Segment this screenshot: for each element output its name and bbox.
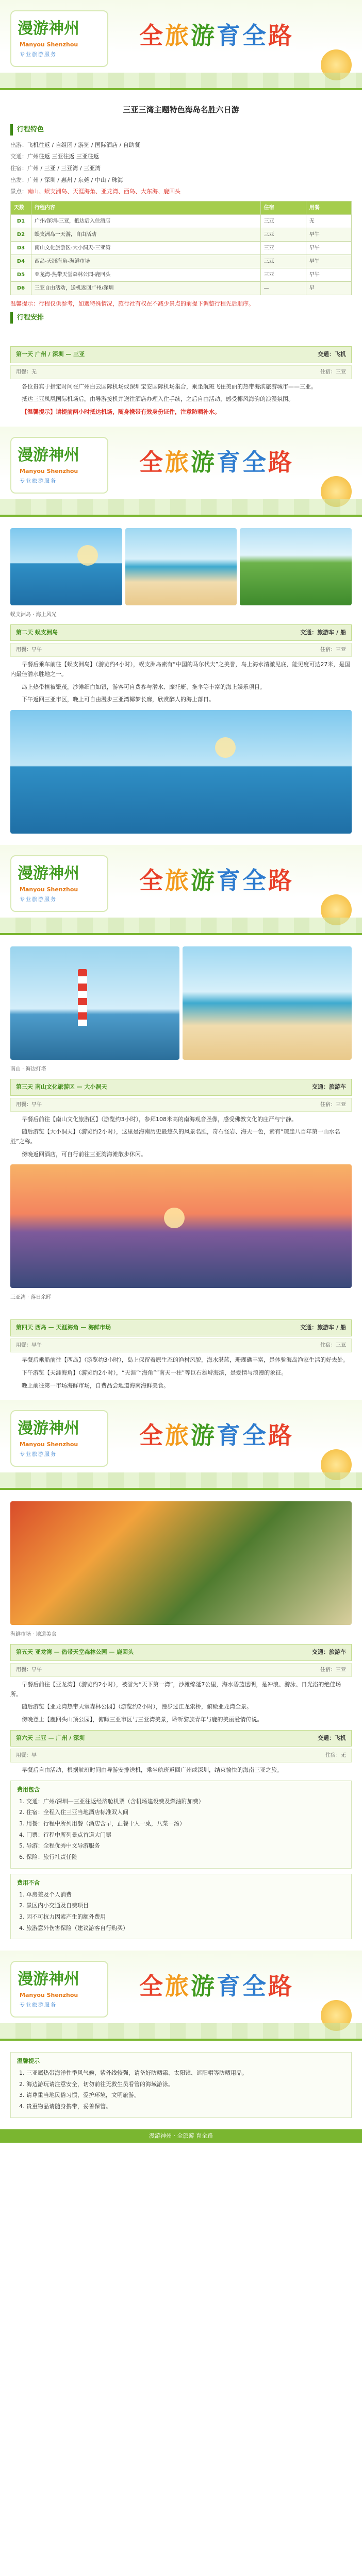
- day-meal: 用餐：早午: [16, 1343, 42, 1349]
- photo-row: [10, 528, 352, 605]
- logo-tagline: 专业旅游服务: [20, 2003, 57, 2009]
- slogan-char-4: 育全: [217, 22, 268, 49]
- paragraph: 随后游览【大小洞天】（游览约2小时），这里是海南历史最悠久的风景名胜，奇石怪岩、海天一色，素有“琼崖八百年第一山水名胜”之称。: [10, 1128, 340, 1145]
- slogan-char-2: 旅: [165, 22, 191, 49]
- slogan-char-5: 路: [268, 1972, 294, 2001]
- day-transport: 交通：飞机: [318, 1734, 346, 1741]
- market-photo: [10, 1501, 352, 1625]
- slogan-char-4: 育全: [217, 867, 268, 894]
- meta-line: [10, 152, 352, 162]
- slogan-char-5: 路: [268, 1421, 294, 1450]
- day-subinfo: [10, 1663, 352, 1677]
- wave-decoration: [0, 1472, 362, 1488]
- day-header: [10, 1319, 352, 1336]
- schedule-table: [10, 201, 352, 295]
- document-title: 三亚三湾主题特色海岛名胜六日游: [123, 105, 239, 114]
- day-title: 第六天 三亚 — 广州 / 深圳: [16, 1734, 85, 1741]
- table-row: [11, 242, 352, 255]
- list-item: 4. 门票：行程中所列景点首道大门票: [26, 1831, 345, 1840]
- table-cell: 早午: [306, 228, 351, 242]
- day-meal: 用餐：早午: [16, 1667, 42, 1673]
- block-title: 费用包含: [17, 1786, 40, 1793]
- day-meal: 用餐：早午: [16, 1101, 42, 1108]
- list-item: 2. 海边游玩请注意安全，切勿前往无救生员看管的海域游泳。: [26, 2080, 345, 2090]
- logo-main-text: 漫游神州: [18, 20, 79, 38]
- header-banner: [0, 0, 362, 90]
- table-cell: D4: [11, 255, 31, 268]
- meta-line: [10, 164, 352, 174]
- meta-value: 广州往返 三亚往返 三亚往返: [27, 153, 99, 160]
- photo-caption: 三亚湾 · 落日余晖: [10, 1295, 52, 1301]
- section-banner: [0, 1400, 362, 1490]
- wave-decoration: [0, 73, 362, 88]
- slogan-char-2: 旅: [165, 1972, 191, 2001]
- paragraph: 抵达三亚凤凰国际机场后，由导游接机并送往酒店办理入住手续，之后自由活动，感受椰风海韵的浪漫氛围。: [22, 396, 294, 403]
- paragraph: 早餐后前往【亚龙湾】（游览约2小时），被誉为“天下第一湾”，沙滩绵延7公里，海水碧蓝透明，是冲浪、游泳、日光浴的绝佳场所。: [10, 1681, 341, 1698]
- table-header: 用餐: [306, 201, 351, 215]
- fee-include-block: [10, 1781, 352, 1869]
- list-item: 3. 请尊重当地民俗习惯，爱护环境，文明旅游。: [26, 2091, 345, 2100]
- logo-sub-text: Manyou Shenzhou: [20, 1992, 78, 1999]
- table-cell: D6: [11, 282, 31, 295]
- paragraph: 傍晚登上【鹿回头山顶公园】，俯瞰三亚市区与三亚湾美景，聆听黎族青年与鹿的美丽爱情传说。: [22, 1716, 263, 1723]
- section-title-arrangement: 行程安排: [10, 312, 352, 324]
- logo-tagline: 专业旅游服务: [20, 897, 57, 903]
- slogan-char-1: 全: [139, 867, 165, 894]
- logo-main-text: 漫游神州: [18, 1419, 79, 1438]
- table-cell: 三亚: [260, 268, 306, 282]
- paragraph: 下午返回三亚市区，晚上可自由漫步三亚湾椰梦长廊，欣赏醉人的海上落日。: [22, 696, 215, 703]
- day-meal: 用餐：早: [16, 1753, 37, 1759]
- meta-label: 住宿：: [10, 164, 27, 172]
- lighthouse-icon: [78, 969, 87, 1026]
- table-header: 行程内容: [31, 201, 261, 215]
- meta-line: [10, 141, 352, 150]
- table-header: 住宿: [260, 201, 306, 215]
- brand-slogan: [139, 1966, 294, 2006]
- slogan-char-5: 路: [268, 22, 294, 49]
- day-meal: 用餐：早午: [16, 647, 42, 653]
- table-cell: 三亚: [260, 228, 306, 242]
- list-item: 4. 旅游意外伤害保险（建议游客自行购买）: [26, 1924, 345, 1934]
- slogan-char-3: 游: [191, 1421, 217, 1450]
- day-title: 第三天 南山文化旅游区 — 大小洞天: [16, 1083, 107, 1090]
- slogan-char-2: 旅: [165, 1421, 191, 1450]
- logo-sub-text: Manyou Shenzhou: [20, 41, 78, 48]
- slogan-char-2: 旅: [165, 448, 191, 476]
- paragraph: 下午游览【天涯海角】（游览约2小时），“天涯”“海角”“南天一柱”等巨石雄峙海滨，是爱情与浪漫的象征。: [22, 1369, 287, 1376]
- logo-tagline: 专业旅游服务: [20, 52, 57, 58]
- day-header: [10, 346, 352, 363]
- section-title-features: 行程特色: [10, 124, 352, 135]
- table-row: [11, 228, 352, 242]
- table-cell: 早午: [306, 268, 351, 282]
- island-photo: [240, 528, 352, 605]
- day-subinfo: [10, 365, 352, 379]
- day-transport: 交通：旅游车: [312, 1083, 346, 1090]
- paragraph: 随后游览【亚龙湾热带天堂森林公园】（游览约2小时），漫步过江龙索桥，俯瞰亚龙湾全景。: [22, 1703, 252, 1710]
- table-cell: D2: [11, 228, 31, 242]
- paragraph: 傍晚返回酒店，可自行前往三亚湾海滩散步休闲。: [22, 1150, 146, 1158]
- meta-line: [10, 176, 352, 185]
- day-block: [0, 1308, 362, 1400]
- day-title: 第四天 西岛 — 天涯海角 — 海鲜市场: [16, 1324, 111, 1331]
- logo-sub-text: Manyou Shenzhou: [20, 1441, 78, 1448]
- meta-label: 出发：: [10, 176, 27, 183]
- list-item: 3. 用餐：行程中所列用餐（酒店含早，正餐十人一桌，八菜一汤）: [26, 1819, 345, 1829]
- block-title: 费用不含: [17, 1879, 40, 1886]
- table-cell: D3: [11, 242, 31, 255]
- beach-photo: [125, 528, 237, 605]
- photo-caption: 蜈支洲岛 · 海上风光: [10, 612, 57, 618]
- day-title: 第二天 蜈支洲岛: [16, 629, 58, 636]
- paragraph: 晚上前往第一市场海鲜市场，自费品尝地道海南海鲜美食。: [22, 1382, 169, 1389]
- paragraph: 【温馨提示】请提前两小时抵达机场，随身携带有效身份证件，注意防晒补水。: [22, 408, 220, 415]
- meta-value: 广州 / 深圳 / 惠州 / 东莞 / 中山 / 珠海: [27, 176, 123, 183]
- table-header: 天数: [11, 201, 31, 215]
- paragraph: 早餐后乘船前往【西岛】（游览约3小时），岛上保留着原生态的渔村风貌，海水湛蓝，珊瑚礁丰富，是体验海岛渔家生活的好去处。: [22, 1357, 349, 1364]
- lighthouse-photo: [10, 946, 179, 1060]
- fee-exclude-block: [10, 1874, 352, 1939]
- table-cell: 三亚自由活动，送机返回广州/深圳: [31, 282, 261, 295]
- paragraph: 各位贵宾于指定时间在广州白云国际机场或深圳宝安国际机场集合，乘坐航班飞往美丽的热带海滨旅游城市——三亚。: [22, 383, 317, 390]
- list-item: 6. 保险：旅行社责任险: [26, 1853, 345, 1862]
- paragraph: 岛上热带植被繁茂，沙滩细白如银，游客可自费参与潜水、摩托艇、拖伞等丰富的海上娱乐项目。: [22, 683, 266, 690]
- sunset-photo: [10, 1164, 352, 1288]
- wave-decoration: [0, 499, 362, 515]
- table-cell: 无: [306, 215, 351, 228]
- day-stay: 住宿：三亚: [320, 369, 346, 375]
- slogan-char-3: 游: [191, 22, 217, 49]
- photo-row: [10, 946, 352, 1060]
- day-subinfo: [10, 1749, 352, 1762]
- list-item: 2. 住宿：全程入住三亚当地酒店标准双人间: [26, 1808, 345, 1818]
- slogan-char-3: 游: [191, 448, 217, 476]
- logo-sub-text: Manyou Shenzhou: [20, 467, 78, 474]
- meta-label: 出游：: [10, 141, 27, 148]
- notice-block: [10, 2052, 352, 2117]
- list-item: 2. 景区内小交通及自费项目: [26, 1901, 345, 1911]
- list-item: 1. 三亚属热带海洋性季风气候，紫外线较强，请备好防晒霜、太阳镜、遮阳帽等防晒用品。: [26, 2069, 345, 2078]
- day-block: [0, 1490, 362, 1951]
- slogan-char-3: 游: [191, 867, 217, 894]
- meta-value: 南山、蜈支洲岛、天涯海角、亚龙湾、西岛、大东海、鹿回头: [27, 188, 180, 195]
- logo-sub-text: Manyou Shenzhou: [20, 886, 78, 893]
- day-transport: 交通：旅游车 / 船: [300, 1324, 346, 1331]
- table-cell: 三亚: [260, 215, 306, 228]
- day-header: [10, 1730, 352, 1747]
- day-subinfo: [10, 1098, 352, 1112]
- sea-photo: [10, 528, 122, 605]
- table-cell: 亚龙湾-热带天堂森林公园-鹿回头: [31, 268, 261, 282]
- list-item: 4. 贵重物品请随身携带，妥善保管。: [26, 2102, 345, 2112]
- sun-icon: [77, 545, 98, 566]
- logo-main-text: 漫游神州: [18, 1970, 79, 1989]
- logo-main-text: 漫游神州: [18, 865, 79, 883]
- slogan-char-1: 全: [139, 22, 165, 49]
- list-item: 1. 交通：广州/深圳—三亚往返经济舱机票（含机场建设费及燃油附加费）: [26, 1797, 345, 1807]
- day-stay: 住宿：无: [325, 1753, 346, 1759]
- section-banner: [0, 1951, 362, 2041]
- section-banner: [0, 427, 362, 517]
- logo-tagline: 专业旅游服务: [20, 1452, 57, 1458]
- brand-slogan: [139, 442, 294, 482]
- sun-icon: [164, 1208, 185, 1228]
- slogan-char-5: 路: [268, 448, 294, 476]
- table-cell: 早午: [306, 242, 351, 255]
- section-banner: [0, 845, 362, 935]
- paragraph: 早餐后乘车前往【蜈支洲岛】（游览约4小时），蜈支洲岛素有“中国的马尔代夫”之美誉，岛上海水清澈见底，能见度可达27米，是国内最佳潜水胜地之一。: [10, 661, 351, 677]
- day-stay: 住宿：三亚: [320, 1667, 346, 1673]
- beach-photo: [183, 946, 352, 1060]
- day-header: [10, 1079, 352, 1096]
- slogan-char-2: 旅: [165, 867, 191, 894]
- meta-label: 景点：: [10, 188, 27, 195]
- day-header: [10, 1644, 352, 1661]
- table-cell: D5: [11, 268, 31, 282]
- slogan-char-1: 全: [139, 1972, 165, 2001]
- day-stay: 住宿：三亚: [320, 1343, 346, 1349]
- day-stay: 住宿：三亚: [320, 647, 346, 653]
- table-row: [11, 268, 352, 282]
- wave-decoration: [0, 918, 362, 933]
- meta-label: 交通：: [10, 153, 27, 160]
- day-stay: 住宿：三亚: [320, 1101, 346, 1108]
- day-block: [0, 517, 362, 845]
- day-title: 第五天 亚龙湾 — 热带天堂森林公园 — 鹿回头: [16, 1649, 134, 1656]
- day-transport: 交通：旅游车 / 船: [300, 629, 346, 636]
- table-cell: 南山文化旅游区-大小洞天-三亚湾: [31, 242, 261, 255]
- brand-slogan: [139, 860, 294, 901]
- slogan-char-3: 游: [191, 1972, 217, 2001]
- logo-tagline: 专业旅游服务: [20, 478, 57, 484]
- table-cell: 早午: [306, 255, 351, 268]
- table-cell: 广州/深圳-三亚，抵达后入住酒店: [31, 215, 261, 228]
- table-cell: D1: [11, 215, 31, 228]
- table-cell: 三亚: [260, 255, 306, 268]
- slogan-char-4: 育全: [217, 1972, 268, 2001]
- day-title: 第一天 广州 / 深圳 — 三亚: [16, 350, 85, 358]
- table-cell: 三亚: [260, 242, 306, 255]
- day-block: [0, 335, 362, 427]
- slogan-char-1: 全: [139, 1421, 165, 1450]
- slogan-char-1: 全: [139, 448, 165, 476]
- paragraph: 早餐后前往【南山文化旅游区】（游览约3小时），参拜108米高的南海观音圣像，感受佛教文化的庄严与宁静。: [22, 1115, 297, 1123]
- table-cell: 蜈支洲岛一天游，自由活动: [31, 228, 261, 242]
- table-cell: —: [260, 282, 306, 295]
- day-transport: 交通：旅游车: [312, 1649, 346, 1656]
- day-transport: 交通：飞机: [318, 350, 346, 358]
- brand-slogan: [139, 15, 294, 56]
- table-row: [11, 215, 352, 228]
- day-subinfo: [10, 643, 352, 657]
- paragraph: 早餐后自由活动，根据航班时间由导游安排送机，乘坐航班返回广州或深圳，结束愉快的海南三亚之旅。: [22, 1767, 283, 1774]
- meta-value: 广州 / 三亚 / 三亚湾 / 三亚湾: [27, 164, 101, 172]
- tip-note: 温馨提示：行程仅供参考，如遇特殊情况，旅行社有权在不减少景点的前提下调整行程先后顺序。: [10, 300, 254, 308]
- block-title: 温馨提示: [17, 2058, 40, 2065]
- brand-slogan: [139, 1415, 294, 1455]
- intro-section: [0, 90, 362, 335]
- notice-section: [0, 2041, 362, 2129]
- sun-icon: [215, 737, 236, 758]
- footer-bar: 漫游神州 · 全旅游 育全路: [0, 2129, 362, 2143]
- table-row: [11, 255, 352, 268]
- day-block: [0, 935, 362, 1308]
- list-item: 1. 单房差及个人消费: [26, 1890, 345, 1900]
- meta-value: 飞机往返 / 自组团 / 游览 / 国际酒店 / 自助餐: [27, 141, 140, 148]
- logo-main-text: 漫游神州: [18, 446, 79, 464]
- table-cell: 早: [306, 282, 351, 295]
- meta-line: [10, 187, 352, 197]
- day-header: [10, 624, 352, 641]
- list-item: 5. 导游：全程优秀中文导游服务: [26, 1841, 345, 1851]
- slogan-char-4: 育全: [217, 448, 268, 476]
- photo-caption: 海鲜市场 · 地道美食: [10, 1632, 57, 1638]
- day-subinfo: [10, 1338, 352, 1352]
- large-sea-photo: [10, 710, 352, 834]
- slogan-char-5: 路: [268, 867, 294, 894]
- list-item: 3. 因不可抗力因素产生的额外费用: [26, 1912, 345, 1922]
- slogan-char-4: 育全: [217, 1421, 268, 1450]
- day-meal: 用餐：无: [16, 369, 37, 375]
- table-row: [11, 282, 352, 295]
- table-cell: 西岛-天涯海角-海鲜市场: [31, 255, 261, 268]
- wave-decoration: [0, 2023, 362, 2039]
- photo-caption: 南山 · 海边灯塔: [10, 1066, 46, 1072]
